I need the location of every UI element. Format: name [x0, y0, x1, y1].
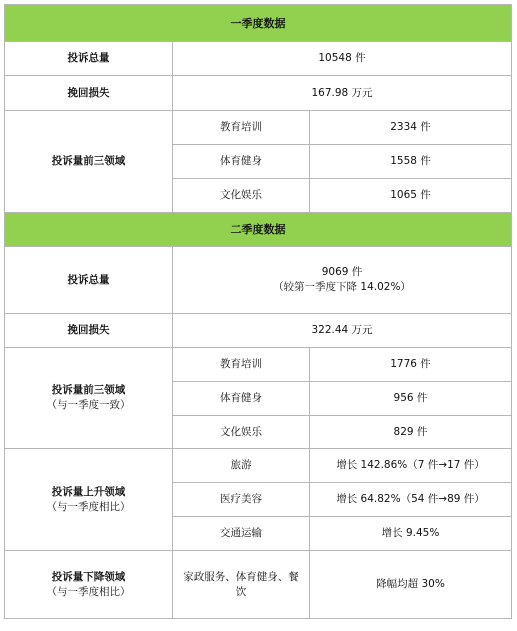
q2-fall-value: 降幅均超 30% [310, 551, 512, 619]
complaint-report-table [4, 4, 512, 619]
q2-top3-label-cell [5, 348, 173, 449]
q1-top3-area-1: 教育培训 [173, 111, 310, 145]
q2-section-title: 二季度数据 [5, 213, 512, 247]
q1-total-row [5, 42, 512, 76]
q1-top3-area-3: 文化娱乐 [173, 179, 310, 213]
q1-loss-row [5, 76, 512, 111]
q2-top3-area-1: 教育培训 [173, 348, 310, 382]
q2-rise-area-1: 旅游 [173, 449, 310, 483]
q2-top3-row-1 [5, 348, 512, 382]
q2-rise-row-1 [5, 449, 512, 483]
q2-fall-area-line1: 家政服务、体育健身、餐 [183, 570, 299, 583]
q2-top3-area-2: 体育健身 [173, 382, 310, 416]
q1-top3-value-2: 1558 件 [310, 145, 512, 179]
q2-rise-value-1: 增长 142.86%（7 件→17 件） [310, 449, 512, 483]
q2-top3-value-1: 1776 件 [310, 348, 512, 382]
q2-rise-label-cell [5, 449, 173, 551]
q2-top3-value-3: 829 件 [310, 416, 512, 449]
q1-top3-label: 投诉量前三领域 [5, 111, 173, 213]
q2-top3-value-2: 956 件 [310, 382, 512, 416]
q1-total-label: 投诉总量 [5, 42, 173, 76]
q2-loss-label: 挽回损失 [5, 314, 173, 348]
q1-loss-value: 167.98 万元 [173, 76, 512, 111]
q1-top3-value-3: 1065 件 [310, 179, 512, 213]
q2-fall-area-line2: 饮 [235, 585, 247, 598]
q2-rise-sublabel: （与一季度相比） [46, 500, 131, 513]
q2-top3-sublabel: （与一季度一致） [46, 399, 131, 411]
q1-loss-label: 挽回损失 [5, 76, 173, 111]
q2-rise-value-3: 增长 9.45% [310, 517, 512, 551]
q2-fall-sublabel: （与一季度相比） [46, 585, 131, 598]
q2-fall-label: 投诉量下降领域 [51, 570, 126, 583]
q2-fall-row [5, 551, 512, 619]
q2-top3-label: 投诉量前三领域 [51, 384, 126, 396]
q1-section-title: 一季度数据 [5, 5, 512, 42]
q2-fall-label-cell [5, 551, 173, 619]
q1-top3-value-1: 2334 件 [310, 111, 512, 145]
q1-header-row [5, 5, 512, 42]
q2-rise-area-3: 交通运输 [173, 517, 310, 551]
q2-total-label: 投诉总量 [5, 247, 173, 314]
q2-rise-label: 投诉量上升领域 [51, 485, 126, 498]
q2-total-value: 9069 件 [321, 266, 363, 278]
q2-loss-value: 322.44 万元 [173, 314, 512, 348]
q2-total-note: （较第一季度下降 14.02%） [273, 281, 411, 293]
q1-total-value: 10548 件 [173, 42, 512, 76]
q2-top3-area-3: 文化娱乐 [173, 416, 310, 449]
q2-total-cell [173, 247, 512, 314]
q2-loss-row [5, 314, 512, 348]
q1-top3-area-2: 体育健身 [173, 145, 310, 179]
q2-rise-value-2: 增长 64.82%（54 件→89 件） [310, 483, 512, 517]
q2-total-row [5, 247, 512, 314]
q2-fall-area-cell [173, 551, 310, 619]
q1-top3-row-1 [5, 111, 512, 145]
q2-header-row [5, 213, 512, 247]
q2-rise-area-2: 医疗美容 [173, 483, 310, 517]
